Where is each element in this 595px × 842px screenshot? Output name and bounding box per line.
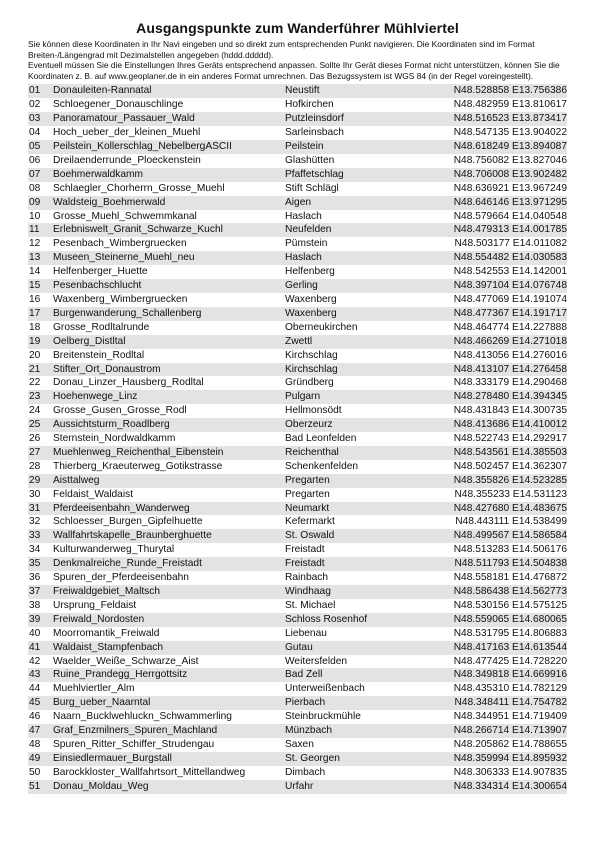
coordinates: N48.435310 E14.782129 [453,683,567,695]
row-number: 15 [28,279,52,293]
table-row [28,627,567,641]
route-name: Moorromantik_Freiwald [53,627,160,639]
start-place: Sarleinsbach [285,127,344,139]
table-row [28,293,567,307]
start-place: Pfaffetschlag [284,168,437,182]
start-place: St. Oswald [284,529,437,543]
start-place: Freistadt [284,557,437,571]
start-place: Hofkirchen [285,99,334,111]
table-row [28,390,567,404]
coordinates: N48.706008 E13.902482 [437,168,567,182]
table-row [28,585,567,599]
row-number: 35 [28,557,52,571]
row-number: 02 [29,99,41,111]
start-place: Dimbach [285,766,326,778]
route-name: Oelberg_Distltal [52,335,284,349]
start-place: Saxen [285,738,314,750]
table-row [28,168,567,182]
row-number: 44 [29,683,41,695]
row-number: 09 [28,196,52,210]
start-place: Liebenau [285,627,327,639]
coordinates: N48.618249 E13.894087 [437,140,567,154]
start-place: Gutau [284,641,437,655]
table-row [28,710,567,724]
start-place: Pregarten [284,474,437,488]
table-row [28,210,567,224]
start-place: Weitersfelden [285,655,348,667]
coordinates: N48.348411 E14.754782 [437,696,567,710]
start-place: Neufelden [284,223,437,237]
row-number: 20 [29,349,41,361]
coordinates: N48.344951 E14.719409 [453,711,567,723]
row-number: 46 [29,711,41,723]
start-place: Hellmonsödt [285,405,342,417]
coordinates: N48.477425 E14.728220 [453,655,567,667]
table-row [28,376,567,390]
start-place: Unterweißenbach [285,683,365,695]
table-row [28,668,567,682]
route-name: Donau_Linzer_Hausberg_Rodltal [53,377,204,389]
coordinates: N48.355233 E14.531123 [454,488,567,500]
table-row [28,196,567,210]
route-name: Graf_Enzmilners_Spuren_Machland [52,724,284,738]
row-number: 11 [28,223,52,237]
coordinates: N48.443111 E14.538499 [455,516,567,528]
table-row [28,641,567,655]
route-name: Breitenstein_Rodltal [53,349,145,361]
route-name: Freiwald_Nordosten [52,613,284,627]
coordinates: N48.636921 E13.967249 [453,182,567,194]
table-row [28,307,567,321]
table-row [28,418,567,432]
row-number: 42 [29,655,41,667]
start-place: Aigen [284,196,437,210]
row-number: 39 [28,613,52,627]
table-row [28,502,567,516]
table-row [28,446,567,460]
coordinates: N48.531795 E14.806883 [453,627,567,639]
row-number: 38 [29,599,41,611]
coordinates: N48.646146 E13.971295 [437,196,567,210]
coordinates: N48.477069 E14.191074 [453,293,567,305]
start-place: Peilstein [284,140,437,154]
table-row [28,154,567,168]
start-place: Gerling [284,279,437,293]
table-row [28,363,567,377]
route-name: Spuren_Ritter_Schiffer_Strudengau [53,738,215,750]
start-place: Haslach [284,251,437,265]
row-number: 10 [29,210,41,222]
start-place: Kirchschlag [284,363,437,377]
start-place: Neustift [284,84,437,98]
route-name: Burgenwanderung_Schallenberg [52,307,284,321]
start-place: St. Georgen [284,752,437,766]
route-name: Einsiedlermauer_Burgstall [52,752,284,766]
start-place: Schenkenfelden [285,460,359,472]
coordinates: N48.464774 E14.227888 [453,321,567,333]
coordinates: N48.466269 E14.271018 [437,335,567,349]
route-name: Aussichtsturm_Roadlberg [52,418,284,432]
row-number: 50 [29,766,41,778]
route-name: Grosse_Muehl_Schwemmkanal [53,210,197,222]
start-place: Kefermarkt [285,516,335,528]
route-name: Waldaist_Stampfenbach [52,641,284,655]
coordinates: N48.278480 E14.394345 [437,390,567,404]
row-number: 08 [29,182,41,194]
start-place: Waxenberg [284,307,437,321]
document-page [28,20,567,794]
table-row [28,126,567,140]
coordinates: N48.355826 E14.523285 [437,474,567,488]
coordinates: N48.579664 E14.040548 [453,210,567,222]
coordinates: N48.359994 E14.895932 [437,752,567,766]
start-place: Urfahr [284,780,437,794]
table-row [28,251,567,265]
start-place: Pümstein [285,238,328,250]
coordinates: N48.559065 E14.680065 [437,613,567,627]
start-place: Windhaag [284,585,437,599]
table-row [28,557,567,571]
coordinates: N48.547135 E13.904022 [453,127,567,139]
route-name: Boehmerwaldkamm [52,168,284,182]
route-name: Waelder_Weiße_Schwarze_Aist [53,655,199,667]
start-place: Helfenberg [285,266,335,278]
row-number: 18 [29,321,41,333]
table-row [28,780,567,794]
row-number: 16 [29,293,41,305]
row-number: 21 [28,363,52,377]
row-number: 24 [29,405,41,417]
route-name: Muehlenweg_Reichenthal_Eibenstein [52,446,284,460]
intro-paragraph-1: Sie können diese Koordinaten in Ihr Navi eingeben und so direkt zum entsprechenden Punkt navigieren. Die Koordinaten sind im Format Breiten-/Längengrad mit Dezimalstellen angegeben (hddd.ddddd). [28,39,535,60]
route-name: Feldaist_Waldaist [53,488,134,500]
row-number: 36 [29,572,41,584]
table-row [28,349,567,363]
row-number: 49 [28,752,52,766]
table-row [28,335,567,349]
table-row [28,515,567,529]
start-place: Pierbach [284,696,437,710]
row-number: 17 [28,307,52,321]
coordinates-table [28,84,567,793]
row-number: 45 [28,696,52,710]
coordinates: N48.586438 E14.562773 [437,585,567,599]
table-row [28,321,567,335]
table-row [28,432,567,446]
route-name: Stifter_Ort_Donaustrom [52,363,284,377]
table-row [28,237,567,251]
coordinates: N48.413686 E14.410012 [437,418,567,432]
row-number: 31 [28,502,52,516]
page-title: Ausgangspunkte zum Wanderführer Mühlviertel [136,20,459,36]
route-name: Pferdeeisenbahn_Wanderweg [52,502,284,516]
route-name: Dreilaenderrunde_Ploeckenstein [53,154,201,166]
coordinates: N48.427680 E14.483675 [437,502,567,516]
start-place: Haslach [285,210,322,222]
route-name: Grosse_Gusen_Grosse_Rodl [53,405,187,417]
coordinates: N48.334314 E14.300654 [437,780,567,794]
start-place: Kirchschlag [285,349,338,361]
start-place: Münzbach [284,724,437,738]
coordinates: N48.502457 E14.362307 [453,460,567,472]
coordinates: N48.431843 E14.300735 [453,405,567,417]
row-number: 43 [28,668,52,682]
coordinates: N48.397104 E14.076748 [437,279,567,293]
route-name: Erlebniswelt_Granit_Schwarze_Kuchl [52,223,284,237]
start-place: Oberneukirchen [285,321,358,333]
route-name: Waldsteig_Boehmerwald [52,196,284,210]
table-row [28,599,567,613]
coordinates: N48.516523 E13.873417 [437,112,567,126]
table-row [28,655,567,669]
row-number: 40 [29,627,41,639]
start-place: Rainbach [285,572,329,584]
coordinates: N48.499567 E14.586584 [437,529,567,543]
row-number: 30 [29,488,41,500]
table-row [28,460,567,474]
row-number: 41 [28,641,52,655]
route-name: Wallfahrtskapelle_Braunberghuette [52,529,284,543]
intro-paragraph-2: Eventuell müssen Sie die Einstellungen Ihres Geräts entsprechend anpassen. Sollte Ihr Gerät dieses Format nicht unterstützen, können Sie die Koordinaten z. B. auf www.geoplaner.de in ein anderes Format umrechnen. Das Bezugssystem ist WGS 84 (in der Regel voreingestellt). [28,60,560,81]
coordinates: N48.413056 E14.276016 [453,349,567,361]
route-name: Barockkloster_Wallfahrtsort_Mittellandweg [53,766,246,778]
coordinates: N48.349818 E14.669916 [437,668,567,682]
start-place: Gründberg [285,377,334,389]
row-number: 25 [28,418,52,432]
row-number: 03 [28,112,52,126]
table-row [28,543,567,557]
coordinates: N48.543561 E14.385503 [437,446,567,460]
coordinates: N48.306333 E14.907835 [453,766,567,778]
start-place: Zwettl [284,335,437,349]
table-row [28,752,567,766]
route-name: Thierberg_Kraeuterweg_Gotikstrasse [53,460,223,472]
start-place: Pulgarn [284,390,437,404]
table-row [28,404,567,418]
route-name: Donauleiten-Rannatal [52,84,284,98]
coordinates: N48.205862 E14.788655 [453,738,567,750]
start-place: St. Michael [285,599,336,611]
table-row [28,279,567,293]
coordinates: N48.333179 E14.290468 [453,377,567,389]
coordinates: N48.513283 E14.506176 [453,544,567,556]
row-number: 14 [29,266,41,278]
row-number: 33 [28,529,52,543]
coordinates: N48.558181 E14.476872 [453,572,567,584]
row-number: 22 [29,377,41,389]
coordinates: N48.554482 E14.030583 [437,251,567,265]
row-number: 05 [28,140,52,154]
route-name: Spuren_der_Pferdeeisenbahn [53,572,189,584]
route-name: Pesenbach_Wimbergruecken [53,238,187,250]
row-number: 28 [29,460,41,472]
route-name: Ursprung_Feldaist [53,599,137,611]
table-row [28,682,567,696]
route-name: Pesenbachschlucht [52,279,284,293]
row-number: 34 [29,544,41,556]
coordinates-table-body [28,84,567,793]
row-number: 06 [29,154,41,166]
route-name: Freiwaldgebiet_Maltsch [52,585,284,599]
row-number: 23 [28,390,52,404]
start-place: Putzleinsdorf [284,112,437,126]
coordinates: N48.479313 E14.001785 [437,223,567,237]
table-row [28,696,567,710]
row-number: 51 [28,780,52,794]
start-place: Steinbruckmühle [285,711,361,723]
table-row [28,182,567,196]
row-number: 32 [29,516,41,528]
table-row [28,766,567,780]
route-name: Burg_ueber_Naarntal [52,696,284,710]
route-name: Naarn_Bucklwehluckn_Schwammerling [53,711,232,723]
coordinates: N48.542553 E14.142001 [453,266,567,278]
coordinates: N48.528858 E13.756386 [437,84,567,98]
table-row [28,613,567,627]
row-number: 04 [29,127,41,139]
start-place: Oberzeurz [284,418,437,432]
row-number: 27 [28,446,52,460]
coordinates: N48.417163 E14.613544 [437,641,567,655]
route-name: Muehlviertler_Alm [53,683,135,695]
route-name: Waxenberg_Wimbergruecken [53,293,188,305]
coordinates: N48.522743 E14.292917 [453,433,567,445]
table-row [28,84,567,98]
row-number: 13 [28,251,52,265]
route-name: Schlaegler_Chorherrn_Grosse_Muehl [53,182,225,194]
start-place: Stift Schlägl [285,182,339,194]
table-row [28,98,567,112]
start-place: Pregarten [285,488,330,500]
route-name: Aisttalweg [52,474,284,488]
route-name: Schloesser_Burgen_Gipfelhuette [53,516,203,528]
route-name: Denkmalreiche_Runde_Freistadt [52,557,284,571]
table-row [28,571,567,585]
row-number: 07 [28,168,52,182]
route-name: Ruine_Prandegg_Herrgottsitz [52,668,284,682]
route-name: Panoramatour_Passauer_Wald [52,112,284,126]
row-number: 19 [28,335,52,349]
start-place: Waxenberg [285,293,337,305]
table-row [28,529,567,543]
route-name: Schloegener_Donauschlinge [53,99,184,111]
row-number: 26 [29,433,41,445]
coordinates: N48.511793 E14.504838 [437,557,567,571]
coordinates: N48.503177 E14.011082 [454,238,567,250]
row-number: 01 [28,84,52,98]
start-place: Schloss Rosenhof [284,613,437,627]
route-name: Peilstein_Kollerschlag_NebelbergASCII [52,140,284,154]
route-name: Helfenberger_Huette [53,266,148,278]
row-number: 29 [28,474,52,488]
table-row [28,112,567,126]
start-place: Reichenthal [284,446,437,460]
route-name: Kulturwanderweg_Thurytal [53,544,175,556]
coordinates: N48.413107 E14.276458 [437,363,567,377]
start-place: Bad Leonfelden [285,433,357,445]
coordinates: N48.477367 E14.191717 [437,307,567,321]
route-name: Donau_Moldau_Weg [52,780,284,794]
row-number: 47 [28,724,52,738]
route-name: Grosse_Rodltalrunde [53,321,150,333]
coordinates: N48.530156 E14.575125 [453,599,567,611]
row-number: 12 [29,238,41,250]
coordinates: N48.756082 E13.827046 [453,154,567,166]
row-number: 37 [28,585,52,599]
table-row [28,488,567,502]
route-name: Museen_Steinerne_Muehl_neu [52,251,284,265]
start-place: Bad Zell [284,668,437,682]
row-number: 48 [29,738,41,750]
table-row [28,474,567,488]
start-place: Freistadt [285,544,325,556]
route-name: Hoch_ueber_der_kleinen_Muehl [53,127,201,139]
intro-text [28,39,567,81]
route-name: Sternstein_Nordwaldkamm [53,433,176,445]
table-row [28,140,567,154]
coordinates: N48.266714 E14.713907 [437,724,567,738]
coordinates: N48.482959 E13.810617 [453,99,567,111]
start-place: Glashütten [285,154,335,166]
route-name: Hoehenwege_Linz [52,390,284,404]
table-row [28,738,567,752]
table-row [28,223,567,237]
table-row [28,724,567,738]
start-place: Neumarkt [284,502,437,516]
table-row [28,265,567,279]
